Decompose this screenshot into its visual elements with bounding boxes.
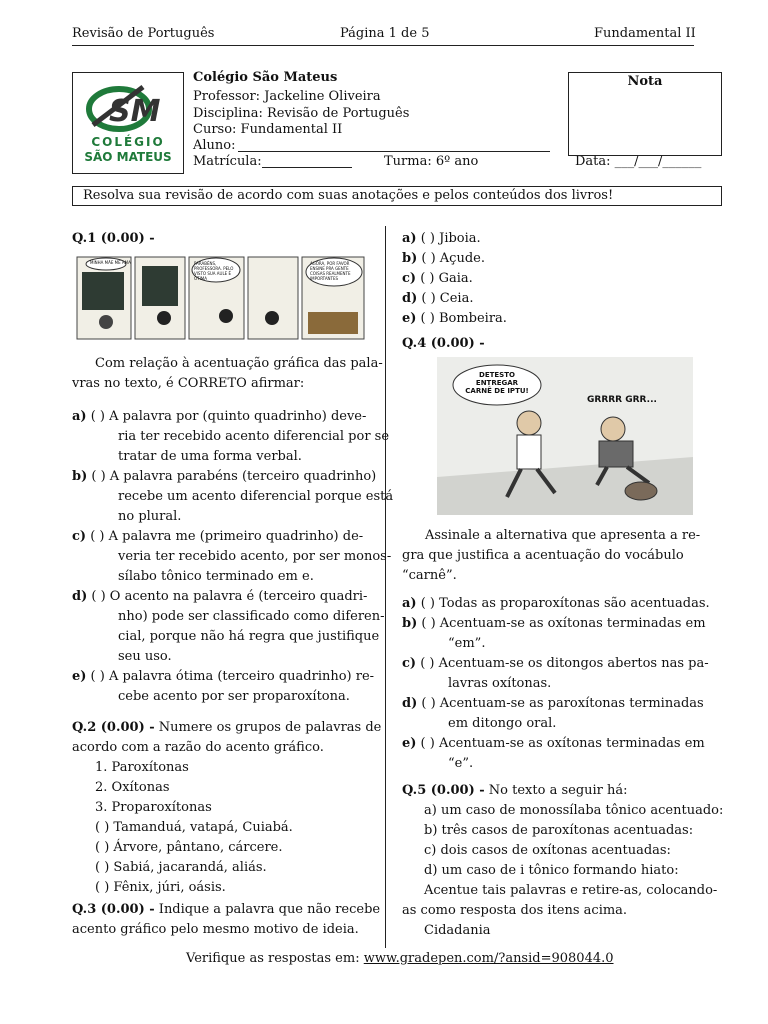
logo-mark-text: SM (109, 94, 161, 129)
left-line: sílabo tônico terminado em e. (118, 569, 314, 584)
left-line: cebe acento por ser proparoxítona. (118, 689, 350, 704)
left-line[interactable]: d) ( ) O acento na palavra é (terceiro quadri- (72, 589, 368, 604)
right-line[interactable]: b) ( ) Acentuam-se as oxítonas terminadas em (402, 616, 706, 631)
left-line: Q.1 (0.00) - (72, 231, 155, 246)
right-line: lavras oxítonas. (448, 676, 552, 691)
header-page-number: Página 1 de 5 (340, 26, 430, 41)
left-line[interactable]: a) ( ) A palavra por (quinto quadrinho) deve- (72, 409, 367, 424)
right-line[interactable]: d) ( ) Ceia. (402, 291, 474, 306)
school-name: Colégio São Mateus (193, 70, 338, 85)
right-line: Q.4 (0.00) - (402, 336, 485, 351)
comic1-bubble2: PARABÉNS, PROFESSORA. PELO VISTO SUA AULE É ÓTIMA (194, 261, 234, 281)
matricula-label: Matrícula: (193, 154, 262, 169)
right-line[interactable]: e) ( ) Bombeira. (402, 311, 507, 326)
comic-iptu (437, 357, 693, 515)
left-line: Q.3 (0.00) - Indique a palavra que não recebe (72, 902, 381, 917)
left-line[interactable]: b) ( ) A palavra parabéns (terceiro quadrinho) (72, 469, 377, 484)
nota-box (568, 72, 722, 156)
left-line: 3. Proparoxítonas (95, 800, 212, 815)
left-line[interactable]: c) ( ) A palavra me (primeiro quadrinho) de- (72, 529, 364, 544)
left-line: seu uso. (118, 649, 172, 664)
right-line: c) dois casos de oxítonas acentuadas: (424, 843, 671, 858)
data-field[interactable]: Data: ___/___/______ (575, 154, 702, 169)
turma: Turma: 6º ano (384, 154, 479, 169)
left-line: veria ter recebido acento, por ser monos- (118, 549, 392, 564)
matricula-field[interactable] (262, 167, 352, 168)
left-line: 1. Paroxítonas (95, 760, 189, 775)
professor: Professor: Jackeline Oliveira (193, 89, 381, 104)
left-line[interactable]: ( ) Tamanduá, vatapá, Cuiabá. (95, 820, 293, 835)
curso: Curso: Fundamental II (193, 122, 343, 137)
instruction-text: Resolva sua revisão de acordo com suas anotações e pelos conteúdos dos livros! (83, 188, 614, 203)
right-line: Q.5 (0.00) - No texto a seguir há: (402, 783, 628, 798)
answers-link[interactable]: www.gradepen.com/?ansid=908044.0 (363, 951, 614, 966)
right-line: “e”. (448, 756, 474, 771)
right-line[interactable]: c) ( ) Gaia. (402, 271, 473, 286)
right-line: as como resposta dos itens acima. (402, 903, 628, 918)
right-line: gra que justifica a acentuação do vocábulo (402, 548, 684, 563)
logo-line1: COLÉGIO (91, 135, 165, 149)
left-line: acordo com a razão do acento gráfico. (72, 740, 324, 755)
left-line: no plural. (118, 509, 182, 524)
header-right: Fundamental II (594, 26, 696, 41)
right-line: Assinale a alternativa que apresenta a re- (425, 528, 701, 543)
left-line[interactable]: e) ( ) A palavra ótima (terceiro quadrinho) re- (72, 669, 375, 684)
right-line: d) um caso de i tônico formando hiato: (424, 863, 679, 878)
right-line[interactable]: a) ( ) Jiboia. (402, 231, 481, 246)
school-logo (72, 72, 184, 174)
right-line: “carnê”. (402, 568, 457, 583)
right-line: a) um caso de monossílaba tônico acentuado: (424, 803, 724, 818)
right-line[interactable]: c) ( ) Acentuam-se os ditongos abertos nas pa- (402, 656, 709, 671)
nota-label: Nota (627, 74, 663, 89)
left-line[interactable]: ( ) Sabiá, jacarandá, aliás. (95, 860, 267, 875)
header-rule (72, 45, 694, 46)
comic2-growl: GRRRR GRR... (587, 395, 657, 405)
left-line: cial, porque não há regra que justifique (118, 629, 380, 644)
right-line: Cidadania (424, 923, 491, 938)
right-line: em ditongo oral. (448, 716, 557, 731)
disciplina: Disciplina: Revisão de Português (193, 106, 410, 121)
left-line[interactable]: ( ) Árvore, pântano, cárcere. (95, 840, 283, 855)
left-line: recebe um acento diferencial porque está (118, 489, 394, 504)
left-line: ria ter recebido acento diferencial por se (118, 429, 390, 444)
left-line: vras no texto, é CORRETO afirmar: (72, 376, 305, 391)
footer-prefix: Verifique as respostas em: (186, 951, 360, 966)
right-line[interactable]: b) ( ) Açude. (402, 251, 485, 266)
right-line: “em”. (448, 636, 486, 651)
header-left: Revisão de Português (72, 26, 215, 41)
right-line[interactable]: d) ( ) Acentuam-se as paroxítonas terminadas (402, 696, 704, 711)
comic-strip-mafalda (76, 256, 366, 340)
aluno-label: Aluno: (193, 138, 236, 153)
left-line: Q.2 (0.00) - Numere os grupos de palavras de (72, 720, 382, 735)
column-divider (385, 226, 386, 948)
left-line: acento gráfico pelo mesmo motivo de ideia. (72, 922, 359, 937)
left-line[interactable]: ( ) Fênix, júri, oásis. (95, 880, 226, 895)
right-line: b) três casos de paroxítonas acentuadas: (424, 823, 694, 838)
left-line: tratar de uma forma verbal. (118, 449, 302, 464)
footer (186, 951, 614, 966)
left-line: nho) pode ser classificado como diferen- (118, 609, 385, 624)
comic1-bubble3: AGORA, POR FAVOR ENSINE PRA GENTE COISAS REALMENTE IMPORTANTES (310, 261, 351, 281)
right-line[interactable]: e) ( ) Acentuam-se as oxítonas terminadas em (402, 736, 705, 751)
comic1-bubble1: MINHA MÃE ME AMA (90, 260, 131, 265)
comic2-bubble: DETESTO ENTREGAR CARNÊ DE IPTU! (465, 371, 529, 395)
right-line: Acentue tais palavras e retire-as, colocando- (424, 883, 718, 898)
right-line[interactable]: a) ( ) Todas as proparoxítonas são acentuadas. (402, 596, 710, 611)
instruction-box (72, 186, 722, 206)
logo-line2: SÃO MATEUS (84, 150, 172, 164)
left-line: 2. Oxítonas (95, 780, 170, 795)
left-line: Com relação à acentuação gráfica das pala- (95, 356, 383, 371)
